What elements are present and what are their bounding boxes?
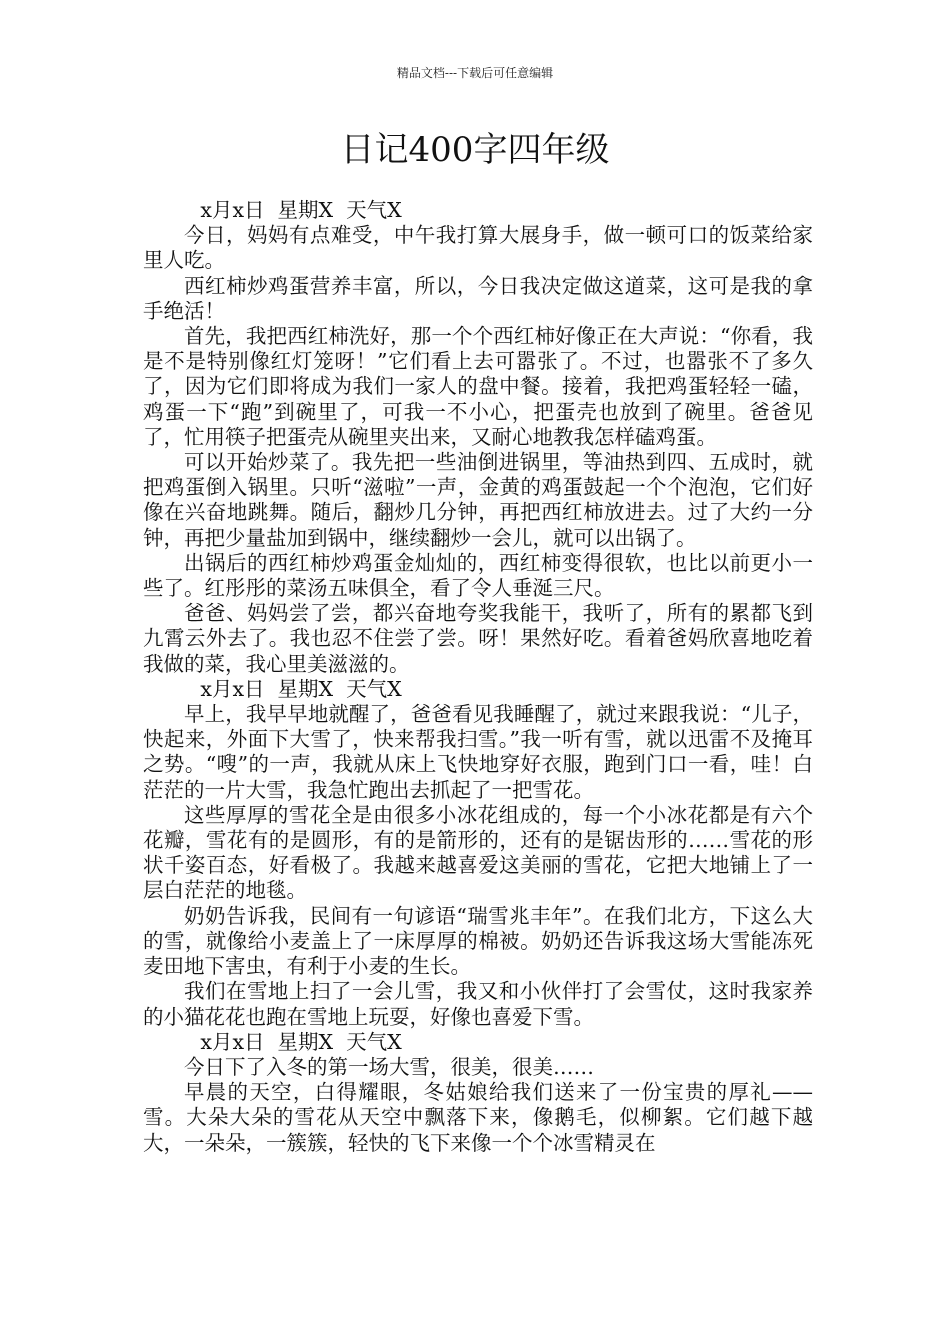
paragraph: 西红柿炒鸡蛋营养丰富，所以，今日我决定做这道菜，这可是我的拿手绝活！ (143, 273, 813, 323)
paragraph: 可以开始炒菜了。我先把一些油倒进锅里，等油热到四、五成时，就把鸡蛋倒入锅里。只听“滋啦”一声，金黄的鸡蛋鼓起一个个泡泡，它们好像在兴奋地跳舞。随后，翻炒几分钟，再把西红柿放进去。过了大约一分钟，再把少量盐加到锅中，继续翻炒一会儿，就可以出锅了。 (143, 450, 813, 550)
paragraph: 爸爸、妈妈尝了尝，都兴奋地夸奖我能干，我听了，所有的累都飞到九霄云外去了。我也忍不住尝了尝。呀！果然好吃。看着爸妈欣喜地吃着我做的菜，我心里美滋滋的。 (143, 601, 813, 676)
paragraph: 早晨的天空，白得耀眼，冬姑娘给我们送来了一份宝贵的厚礼——雪。大朵大朵的雪花从天空中飘落下来，像鹅毛，似柳絮。它们越下越大，一朵朵，一簇簇，轻快的飞下来像一个个冰雪精灵在 (143, 1080, 813, 1155)
paragraph: 首先，我把西红柿洗好，那一个个西红柿好像正在大声说：“你看，我是不是特别像红灯笼呀！”它们看上去可嚣张了。不过，也嚣张不了多久了，因为它们即将成为我们一家人的盘中餐。接着，我把鸡蛋轻轻一磕，鸡蛋一下“跑”到碗里了，可我一不小心，把蛋壳也放到了碗里。爸爸见了，忙用筷子把蛋壳从碗里夹出来，又耐心地教我怎样磕鸡蛋。 (143, 324, 813, 449)
diary-date-line: x月x日 星期X 天气X (200, 676, 402, 701)
paragraph: 早上，我早早地就醒了，爸爸看见我睡醒了，就过来跟我说：“儿子，快起来，外面下大雪了，快来帮我扫雪。”我一听有雪，就以迅雷不及掩耳之势。“嗖”的一声，我就从床上飞快地穿好衣服，跑到门口一看，哇！白茫茫的一片大雪，我急忙跑出去抓起了一把雪花。 (143, 702, 813, 802)
paragraph: 今日，妈妈有点难受，中午我打算大展身手，做一顿可口的饭菜给家里人吃。 (143, 223, 813, 273)
document-body (143, 198, 813, 1156)
paragraph: 我们在雪地上扫了一会儿雪，我又和小伙伴打了会雪仗，这时我家养的小猫花花也跑在雪地上玩耍，好像也喜爱下雪。 (143, 979, 813, 1029)
document-title: 日记400字四年级 (340, 130, 610, 170)
paragraph: 奶奶告诉我，民间有一句谚语“瑞雪兆丰年”。在我们北方，下这么大的雪，就像给小麦盖上了一床厚厚的棉被。奶奶还告诉我这场大雪能冻死麦田地下害虫，有利于小麦的生长。 (143, 903, 813, 979)
diary-date-line: x月x日 星期X 天气X (200, 198, 402, 222)
diary-date-line: x月x日 星期X 天气X (200, 1029, 402, 1054)
paragraph: 这些厚厚的雪花全是由很多小冰花组成的，每一个小冰花都是有六个花瓣，雪花有的是圆形，有的是箭形的，还有的是锯齿形的……雪花的形状千姿百态，好看极了。我越来越喜爱这美丽的雪花，它把大地铺上了一层白茫茫的地毯。 (143, 802, 813, 903)
paragraph: 今日下了入冬的第一场大雪，很美，很美…… (184, 1054, 594, 1079)
header-note: 精品文档---下载后可任意编辑 (396, 66, 554, 80)
paragraph: 出锅后的西红柿炒鸡蛋金灿灿的，西红柿变得很软，也比以前更小一些了。红彤彤的菜汤五味俱全，看了令人垂涎三尺。 (143, 550, 813, 601)
